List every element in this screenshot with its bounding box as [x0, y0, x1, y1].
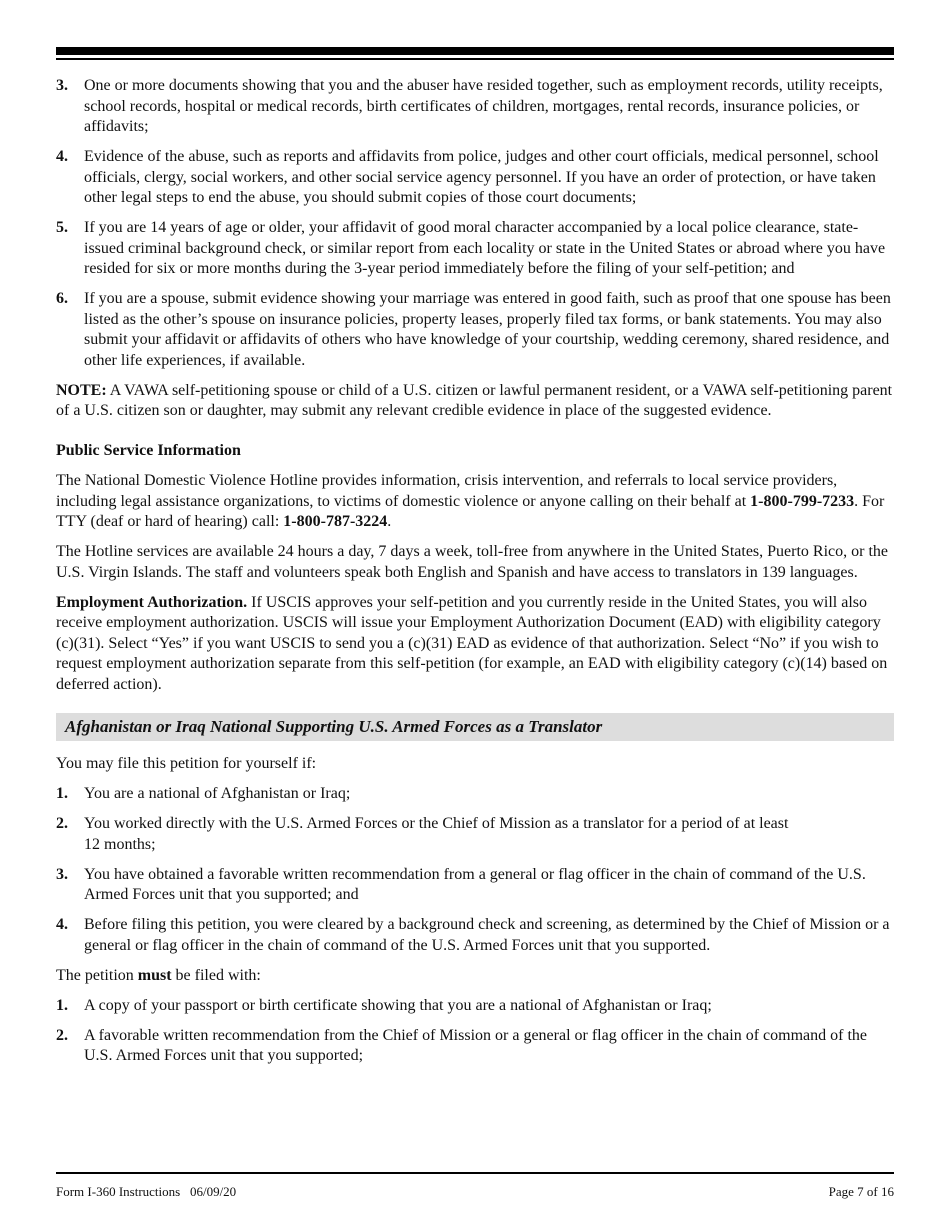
list-item-number: 6.	[56, 290, 68, 307]
hotline-text-c: .	[387, 513, 392, 530]
translator-intro: You may file this petition for yourself if:	[56, 755, 317, 772]
list-item	[56, 915, 894, 956]
list-item	[56, 289, 894, 371]
list-item-text: A favorable written recommendation from the Chief of Mission or a general or flag officer in the chain of command of the U.S. Armed Forces unit that you supported;	[84, 1026, 867, 1064]
list-item-text: Evidence of the abuse, such as reports and affidavits from police, judges and other court officials, medical personnel, school officials, clergy, social workers, and other social service agency personnel. If you have an order of protection, or have taken other legal steps to end the abuse, you should submit copies of those court documents;	[84, 148, 879, 206]
must-emphasis: must	[137, 966, 172, 984]
list-item-text: One or more documents showing that you and the abuser have resided together, such as employment records, utility receipts, school records, hospital or medical records, birth certificates of children, mortgages, rental records, insurance policies, or affidavits;	[84, 77, 883, 135]
translator-filing-list	[56, 996, 894, 1067]
must-text-b: be filed with:	[171, 966, 261, 984]
vawa-evidence-list	[56, 76, 894, 371]
note-text: A VAWA self-petitioning spouse or child of a U.S. citizen or lawful permanent resident, or a VAWA self-petitioning parent of a U.S. citizen son or daughter, may submit any relevant credible evidence in place of the suggested evidence.	[56, 381, 893, 419]
translator-section-title: Afghanistan or Iraq National Supporting U.S. Armed Forces as a Translator	[56, 713, 894, 741]
list-item-number: 3.	[56, 77, 68, 94]
list-item-text: If you are 14 years of age or older, your affidavit of good moral character accompanied by a local police clearance, state-issued criminal background check, or similar report from each locality or state in the United States or abroad where you have resided for six or more months during the 3-year period immediately before the filing of your self-petition; and	[84, 219, 886, 277]
list-item-number: 1.	[56, 996, 68, 1014]
footer-form-id: Form I-360 Instructions 06/09/20	[56, 1184, 237, 1199]
note-paragraph	[56, 381, 894, 422]
list-item	[56, 814, 894, 855]
hotline-text-a: The National Domestic Violence Hotline provides information, crisis intervention, and referrals to local service providers, including legal assistance organizations, to victims of domestic violence or anyone calling on their behalf at	[56, 472, 838, 510]
list-item	[56, 76, 894, 138]
hotline-text-b: . For TTY (deaf or hard of hearing) call:	[56, 492, 885, 530]
hotline-services-paragraph: The Hotline services are available 24 hours a day, 7 days a week, toll-free from anywhere in the United States, Puerto Rico, or the U.S. Virgin Islands. The staff and volunteers speak both English and Spanish and have access to translators in 139 languages.	[56, 543, 889, 581]
list-item-text: You are a national of Afghanistan or Iraq;	[84, 785, 351, 802]
list-item-text: Before filing this petition, you were cleared by a background check and screening, as determined by the Chief of Mission or a general or flag officer in the chain of command of the U.S. Armed Forces unit that you supported.	[84, 916, 890, 954]
list-item-number: 3.	[56, 865, 68, 883]
list-item	[56, 218, 894, 280]
list-item-number: 4.	[56, 916, 68, 933]
public-service-heading: Public Service Information	[56, 441, 241, 459]
list-item-number: 2.	[56, 1026, 68, 1044]
list-item	[56, 996, 894, 1017]
list-item	[56, 784, 894, 805]
header-thick-rule	[56, 47, 894, 55]
page-content	[56, 76, 894, 1076]
header-thin-rule	[56, 58, 894, 60]
must-file-paragraph	[56, 966, 894, 987]
list-item	[56, 1026, 894, 1067]
list-item-text: A copy of your passport or birth certificate showing that you are a national of Afghanistan or Iraq;	[84, 996, 712, 1014]
list-item-number: 5.	[56, 219, 68, 236]
list-item-text: You have obtained a favorable written recommendation from a general or flag officer in the chain of command of the U.S. Armed Forces unit that you supported; and	[84, 865, 866, 903]
translator-eligibility-list	[56, 784, 894, 956]
hotline-paragraph	[56, 471, 894, 533]
list-item	[56, 147, 894, 209]
employment-paragraph	[56, 593, 894, 696]
document-page	[56, 0, 894, 1230]
list-item-text: You worked directly with the U.S. Armed Forces or the Chief of Mission as a translator for a period of at least 12 months;	[84, 815, 789, 853]
list-item-number: 4.	[56, 148, 68, 165]
list-item-number: 2.	[56, 815, 68, 832]
hotline-number: 1-800-799-7233	[750, 492, 855, 510]
list-item-text: If you are a spouse, submit evidence showing your marriage was entered in good faith, such as proof that one spouse has been listed as the other’s spouse on insurance policies, property leases, properly filed tax forms, or bank statements. You may also submit your affidavit or affidavits of others who have knowledge of your courtship, wedding ceremony, shared residence, and other life experiences, if available.	[84, 290, 891, 369]
list-item	[56, 865, 894, 906]
note-label: NOTE:	[56, 381, 107, 399]
tty-number: 1-800-787-3224	[283, 513, 388, 530]
footer-rule	[56, 1172, 894, 1174]
must-text-a: The petition	[56, 966, 138, 984]
employment-text: If USCIS approves your self-petition and you currently reside in the United States, you will also receive employment authorization. USCIS will issue your Employment Authorization Document (EAD) with eligibility category (c)(31). Select “Yes” if you want USCIS to send you a (c)(31) EAD as evidence of that authorization. Select “No” if you wish to request employment authorization separate from this self-petition (for example, an EAD with eligibility category (c)(14) based on deferred action).	[56, 593, 888, 693]
list-item-number: 1.	[56, 785, 68, 802]
employment-label: Employment Authorization.	[56, 593, 248, 611]
footer-page-number: Page 7 of 16	[828, 1184, 894, 1199]
